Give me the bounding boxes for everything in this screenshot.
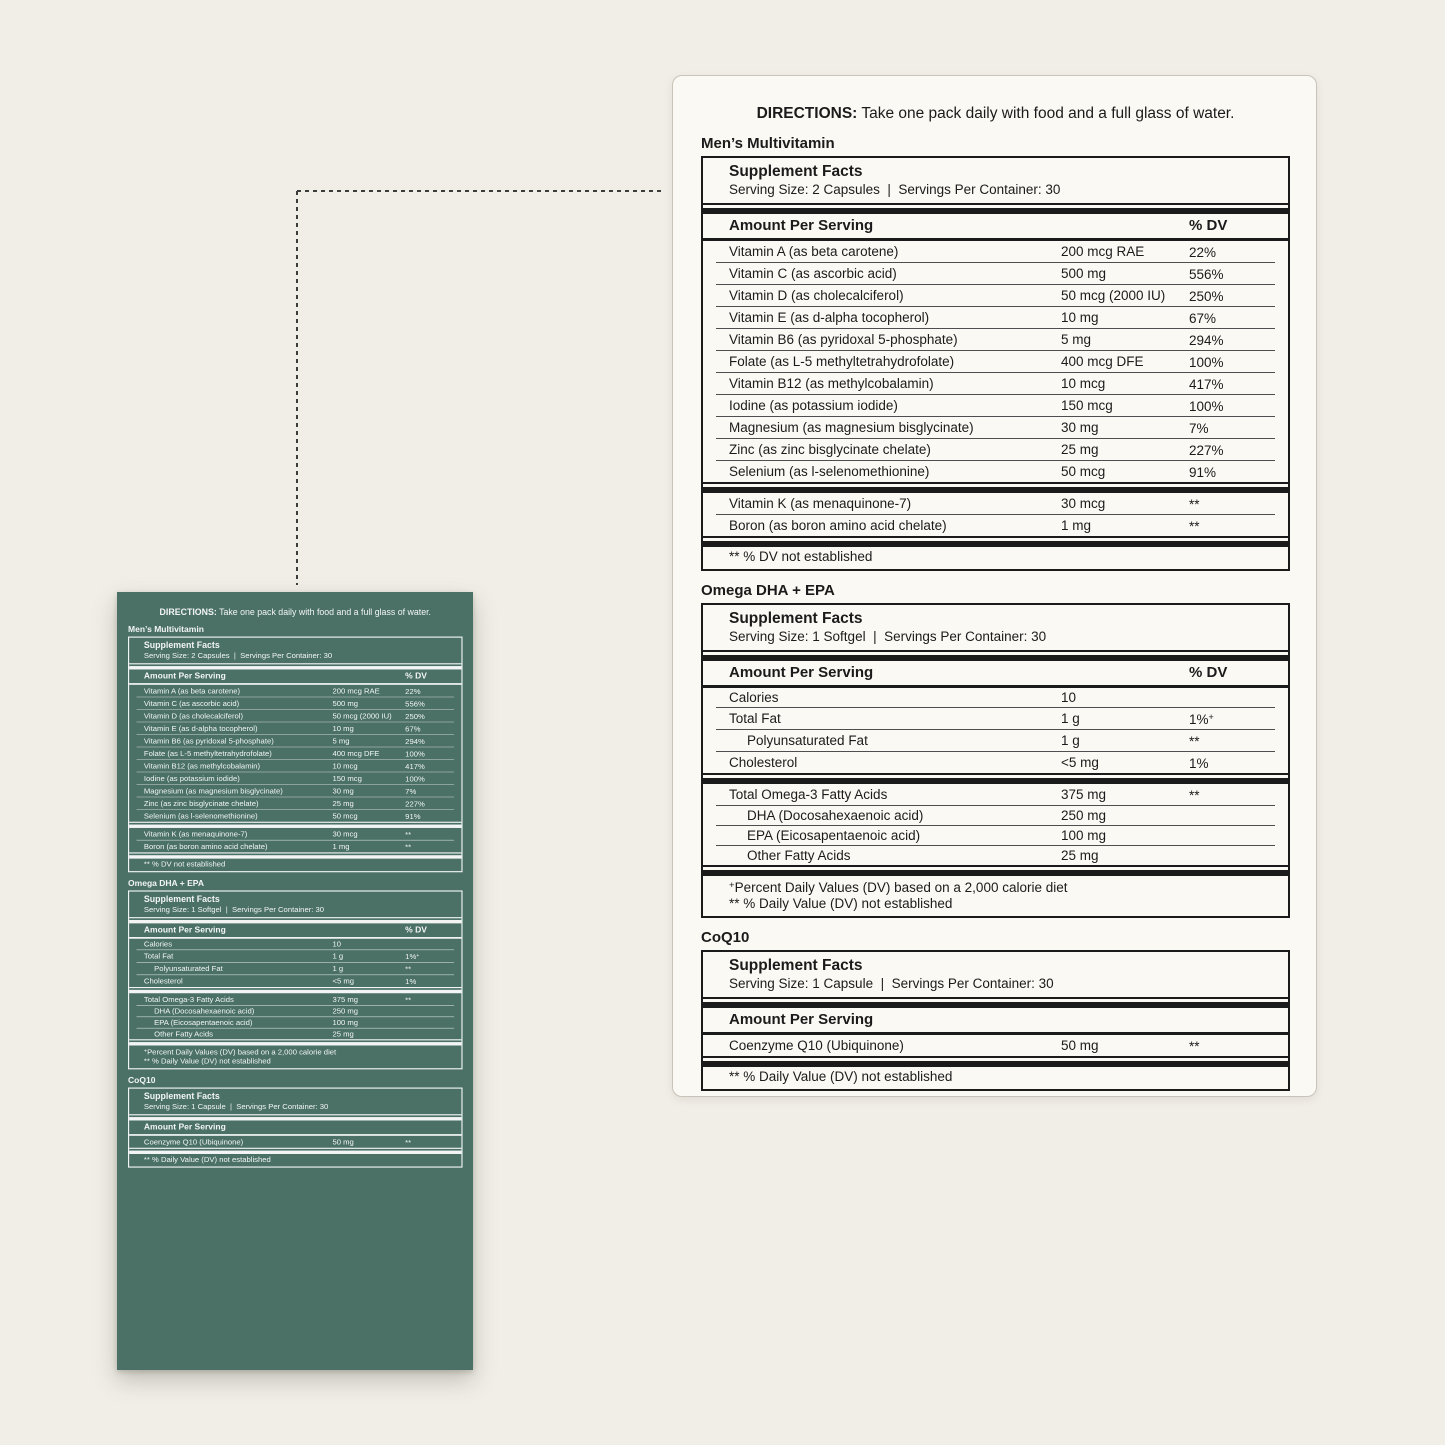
- facts-heading: [129, 638, 461, 664]
- divider-rule: [703, 536, 1288, 538]
- table-row: [716, 805, 1275, 825]
- facts-heading: [129, 892, 461, 918]
- nutrient-dv: 417%: [405, 762, 425, 771]
- table-row: [137, 797, 455, 809]
- nutrient-amount: 1 g: [1061, 733, 1080, 748]
- serving-size-line: Serving Size: 1 Capsule | Servings Per Container: 30: [143, 1102, 329, 1111]
- nutrient-name: DHA (Docosahexaenoic acid): [747, 808, 924, 823]
- footnote: ** % Daily Value (DV) not established: [729, 896, 953, 911]
- nutrient-amount: 25 mg: [332, 1029, 354, 1039]
- connector-line-vertical: [296, 191, 298, 585]
- nutrient-amount: 200 mcg RAE: [1061, 244, 1145, 259]
- nutrient-dv: 100%: [1189, 399, 1224, 414]
- footnotes: [129, 859, 461, 871]
- section-title: Omega DHA + EPA: [128, 878, 204, 889]
- nutrient-dv: 250%: [1189, 289, 1224, 304]
- footnote: ** % Daily Value (DV) not established: [729, 1069, 953, 1084]
- table-row: [716, 729, 1275, 751]
- divider-rule: [703, 997, 1288, 999]
- nutrient-name: Vitamin C (as ascorbic acid): [729, 266, 897, 281]
- nutrient-name: Total Omega-3 Fatty Acids: [143, 994, 234, 1004]
- nutrient-dv: **: [405, 830, 412, 839]
- nutrient-amount: 200 mcg RAE: [332, 686, 380, 696]
- nutrient-group: [703, 784, 1288, 865]
- nutrient-group: [703, 493, 1288, 536]
- section-title: Men’s Multivitamin: [128, 624, 204, 635]
- table-row: [137, 974, 455, 986]
- footnote: ** % Daily Value (DV) not established: [143, 1056, 271, 1066]
- supplement-facts-table: [701, 156, 1290, 571]
- table-row: [137, 709, 455, 721]
- nutrient-amount: 25 mg: [1061, 848, 1099, 863]
- product-label-mockup: [117, 592, 473, 1370]
- nutrient-amount: 500 mg: [1061, 266, 1107, 281]
- mini-label-sheet: [128, 605, 464, 1165]
- nutrient-name: Vitamin D (as cholecalciferol): [729, 288, 904, 303]
- table-row: [716, 306, 1275, 328]
- amount-header: Amount Per Serving: [729, 217, 874, 234]
- footnotes: [703, 547, 1288, 569]
- divider-rule: [129, 1114, 461, 1115]
- nutrient-amount: 50 mg: [1061, 1038, 1099, 1053]
- nutrient-amount: <5 mg: [332, 976, 355, 986]
- nutrient-name: Vitamin K (as menaquinone-7): [143, 829, 248, 839]
- table-row: [137, 697, 455, 709]
- section-title: CoQ10: [701, 929, 750, 946]
- nutrient-group: [703, 241, 1288, 482]
- nutrient-name: Folate (as L-5 methyltetrahydrofolate): [143, 749, 272, 758]
- nutrient-dv: 1%: [1189, 756, 1209, 771]
- facts-heading: [703, 952, 1288, 997]
- nutrient-dv: 1%+: [1189, 712, 1214, 727]
- nutrient-group: [129, 939, 461, 987]
- nutrient-name: Vitamin B12 (as methylcobalamin): [729, 376, 934, 391]
- serving-size-line: Serving Size: 1 Softgel | Servings Per Container: 30: [143, 905, 325, 914]
- nutrient-name: Vitamin E (as d-alpha tocopherol): [729, 310, 930, 325]
- amount-header: Amount Per Serving: [143, 1122, 226, 1132]
- facts-title: Supplement Facts: [729, 957, 863, 974]
- column-header-row: [129, 923, 461, 937]
- table-row: [716, 284, 1275, 306]
- nutrient-dv: 22%: [1189, 245, 1217, 260]
- nutrient-dv: 556%: [1189, 267, 1224, 282]
- facts-title: Supplement Facts: [729, 610, 863, 627]
- table-row: [716, 394, 1275, 416]
- table-row: [137, 759, 455, 771]
- nutrient-dv: **: [1189, 519, 1200, 534]
- nutrient-name: Magnesium (as magnesium bisglycinate): [143, 786, 283, 796]
- divider-rule: [129, 822, 461, 823]
- table-row: [137, 772, 455, 784]
- serving-size-line: Serving Size: 2 Capsules | Servings Per Container: 30: [729, 182, 1061, 197]
- column-header-row: [703, 661, 1288, 685]
- nutrient-name: Total Omega-3 Fatty Acids: [729, 787, 888, 802]
- divider-rule: [129, 852, 461, 853]
- nutrient-amount: 150 mcg: [332, 773, 362, 783]
- nutrient-group: [129, 1136, 461, 1148]
- nutrient-name: Zinc (as zinc bisglycinate chelate): [729, 442, 931, 457]
- nutrient-amount: 30 mg: [332, 786, 354, 796]
- table-row: [137, 722, 455, 734]
- table-row: [716, 1035, 1275, 1056]
- divider-rule: [129, 663, 461, 664]
- footnote: ** % DV not established: [729, 549, 873, 564]
- amount-header: Amount Per Serving: [729, 664, 874, 681]
- nutrient-dv: 100%: [405, 774, 425, 784]
- amount-header: Amount Per Serving: [143, 671, 226, 681]
- facts-heading: [703, 158, 1288, 203]
- nutrient-name: Calories: [729, 690, 779, 705]
- nutrient-dv: **: [405, 1138, 412, 1147]
- nutrient-name: Selenium (as l-selenomethionine): [729, 464, 930, 479]
- divider-rule: [703, 203, 1288, 205]
- nutrient-name: Calories: [143, 939, 173, 949]
- divider-rule: [129, 987, 461, 988]
- table-row: [716, 825, 1275, 845]
- facts-heading: [703, 605, 1288, 650]
- nutrient-dv: 227%: [1189, 443, 1224, 458]
- footnote: ** % DV not established: [143, 859, 226, 869]
- supplement-facts-table: [128, 890, 463, 1069]
- footnotes: [129, 1045, 461, 1068]
- table-row: [137, 809, 455, 821]
- table-row: [716, 350, 1275, 372]
- nutrient-amount: 10: [1061, 690, 1077, 705]
- section-mens-multivitamin: [128, 625, 463, 873]
- divider-rule: [703, 650, 1288, 652]
- nutrient-name: Folate (as L-5 methyltetrahydrofolate): [729, 354, 955, 369]
- nutrient-dv: 1%: [405, 977, 417, 986]
- nutrient-dv: **: [1189, 497, 1200, 512]
- nutrient-group: [703, 1035, 1288, 1056]
- nutrient-amount: <5 mg: [1061, 755, 1099, 770]
- amount-header: Amount Per Serving: [729, 1011, 874, 1028]
- facts-title: Supplement Facts: [143, 894, 220, 905]
- table-row: [716, 688, 1275, 707]
- column-header-row: [703, 1008, 1288, 1032]
- nutrient-name: Iodine (as potassium iodide): [729, 398, 898, 413]
- table-row: [137, 962, 455, 974]
- nutrient-dv: 7%: [1189, 421, 1209, 436]
- nutrient-name: Vitamin B6 (as pyridoxal 5-phosphate): [143, 736, 274, 746]
- footnotes: [703, 1067, 1288, 1089]
- table-row: [137, 747, 455, 759]
- section-omega-dha-epa: [128, 879, 463, 1070]
- nutrient-dv: **: [1189, 788, 1200, 803]
- nutrient-dv: **: [1189, 1039, 1200, 1054]
- serving-size-line: Serving Size: 1 Softgel | Servings Per Container: 30: [729, 629, 1047, 644]
- nutrient-dv: **: [405, 995, 412, 1005]
- nutrient-amount: 1 mg: [332, 842, 350, 851]
- directions-label: DIRECTIONS:: [159, 607, 217, 618]
- nutrient-amount: 5 mg: [1061, 332, 1092, 347]
- table-row: [716, 493, 1275, 514]
- table-row: [716, 328, 1275, 350]
- table-row: [716, 416, 1275, 438]
- nutrient-amount: 1 g: [332, 964, 344, 973]
- nutrient-name: Boron (as boron amino acid chelate): [729, 518, 947, 533]
- nutrient-dv: 7%: [405, 787, 417, 796]
- nutrient-dv: 294%: [1189, 333, 1224, 348]
- nutrient-amount: 100 mg: [332, 1018, 359, 1027]
- nutrient-amount: 100 mg: [1061, 828, 1107, 843]
- nutrient-amount: 10 mg: [332, 724, 354, 733]
- amount-header: Amount Per Serving: [143, 925, 226, 935]
- footnotes: [129, 1154, 461, 1166]
- nutrient-name: Vitamin C (as ascorbic acid): [143, 699, 240, 708]
- nutrient-name: Selenium (as l-selenomethionine): [143, 811, 258, 820]
- label-detail-panel: [672, 75, 1317, 1097]
- nutrient-name: Coenzyme Q10 (Ubiquinone): [729, 1038, 904, 1053]
- nutrient-amount: 50 mg: [332, 1137, 354, 1147]
- divider-rule: [129, 1039, 461, 1040]
- divider-rule: [129, 1148, 461, 1149]
- nutrient-name: Magnesium (as magnesium bisglycinate): [729, 420, 974, 435]
- nutrient-amount: 1 g: [332, 951, 344, 961]
- nutrient-amount: 150 mcg: [1061, 398, 1113, 413]
- directions-text: [701, 104, 1290, 123]
- divider-rule: [703, 865, 1288, 867]
- nutrient-amount: 400 mcg DFE: [332, 749, 380, 758]
- table-row: [137, 1136, 455, 1148]
- directions-label: DIRECTIONS:: [756, 105, 858, 122]
- nutrient-name: Total Fat: [143, 951, 174, 961]
- connector-line-horizontal: [297, 190, 662, 192]
- table-row: [137, 939, 455, 950]
- serving-size-line: Serving Size: 1 Capsule | Servings Per Container: 30: [729, 976, 1054, 991]
- nutrient-dv: 22%: [405, 687, 421, 696]
- facts-title: Supplement Facts: [143, 1091, 220, 1102]
- table-row: [137, 993, 455, 1005]
- serving-size-line: Serving Size: 2 Capsules | Servings Per Container: 30: [143, 651, 333, 660]
- nutrient-amount: 25 mg: [1061, 442, 1099, 457]
- nutrient-name: Zinc (as zinc bisglycinate chelate): [143, 798, 259, 808]
- table-row: [716, 707, 1275, 729]
- directions-text: [128, 607, 463, 618]
- nutrient-name: Vitamin B6 (as pyridoxal 5-phosphate): [729, 332, 958, 347]
- table-row: [137, 784, 455, 796]
- nutrient-amount: 30 mcg: [1061, 496, 1106, 511]
- nutrient-name: Vitamin A (as beta carotene): [143, 686, 241, 696]
- supplement-facts-table: [701, 950, 1290, 1091]
- nutrient-name: Cholesterol: [729, 755, 798, 770]
- nutrient-name: Vitamin K (as menaquinone-7): [729, 496, 912, 511]
- table-row: [137, 950, 455, 962]
- nutrient-amount: 5 mg: [332, 736, 350, 746]
- table-row: [137, 1028, 455, 1039]
- nutrient-group: [129, 828, 461, 852]
- column-header-row: [129, 669, 461, 683]
- section-omega-dha-epa: [701, 582, 1290, 918]
- nutrient-name: Coenzyme Q10 (Ubiquinone): [143, 1137, 244, 1147]
- divider-rule: [703, 1056, 1288, 1058]
- nutrient-dv: 91%: [405, 812, 421, 821]
- footnotes: [703, 876, 1288, 916]
- table-row: [716, 751, 1275, 773]
- nutrient-dv: 91%: [1189, 465, 1217, 480]
- nutrient-dv: 67%: [405, 724, 421, 734]
- nutrient-amount: 50 mcg: [1061, 464, 1106, 479]
- facts-heading: [129, 1089, 461, 1115]
- nutrient-dv: 100%: [1189, 355, 1224, 370]
- nutrient-amount: 50 mcg (2000 IU): [1061, 288, 1166, 303]
- table-row: [716, 784, 1275, 805]
- nutrient-dv: 250%: [405, 712, 425, 721]
- section-coq10: [128, 1076, 463, 1168]
- nutrient-dv: 417%: [1189, 377, 1224, 392]
- table-row: [716, 845, 1275, 865]
- table-row: [716, 514, 1275, 536]
- table-row: [137, 734, 455, 746]
- nutrient-amount: 10 mcg: [332, 761, 358, 771]
- nutrient-name: Cholesterol: [143, 976, 183, 986]
- nutrient-name: Polyunsaturated Fat: [154, 964, 223, 973]
- directions-body: Take one pack daily with food and a full glass of water.: [216, 607, 431, 618]
- supplement-facts-table: [128, 637, 463, 873]
- facts-title: Supplement Facts: [143, 640, 220, 651]
- nutrient-group: [129, 685, 461, 822]
- nutrient-name: Polyunsaturated Fat: [747, 733, 868, 748]
- dv-header: % DV: [1189, 664, 1228, 681]
- nutrient-name: EPA (Eicosapentaenoic acid): [154, 1018, 253, 1027]
- nutrient-amount: 1 mg: [1061, 518, 1092, 533]
- column-header-row: [703, 214, 1288, 238]
- table-row: [716, 241, 1275, 262]
- nutrient-name: Vitamin B12 (as methylcobalamin): [143, 761, 261, 771]
- dv-header: % DV: [405, 671, 427, 681]
- nutrient-dv: **: [1189, 734, 1200, 749]
- nutrient-dv: 227%: [405, 799, 425, 809]
- nutrient-name: Vitamin A (as beta carotene): [729, 244, 899, 259]
- footnote: +Percent Daily Values (DV) based on a 2,000 calorie diet: [143, 1047, 337, 1057]
- section-title: Men’s Multivitamin: [701, 135, 835, 152]
- nutrient-amount: 500 mg: [332, 699, 359, 708]
- nutrient-amount: 30 mg: [1061, 420, 1099, 435]
- section-mens-multivitamin: [701, 135, 1290, 571]
- nutrient-amount: 1 g: [1061, 711, 1080, 726]
- nutrient-name: Total Fat: [729, 711, 781, 726]
- nutrient-name: Vitamin D (as cholecalciferol): [143, 711, 244, 721]
- nutrient-amount: 400 mcg DFE: [1061, 354, 1144, 369]
- nutrient-dv: **: [405, 842, 412, 852]
- divider-rule: [703, 773, 1288, 775]
- section-coq10: [701, 929, 1290, 1091]
- divider-rule: [703, 482, 1288, 484]
- nutrient-group: [129, 993, 461, 1039]
- supplement-facts-table: [128, 1088, 463, 1168]
- nutrient-amount: 375 mg: [1061, 787, 1107, 802]
- nutrient-name: EPA (Eicosapentaenoic acid): [747, 828, 921, 843]
- dv-header: % DV: [1189, 217, 1228, 234]
- nutrient-name: Boron (as boron amino acid chelate): [143, 842, 268, 851]
- nutrient-dv: 100%: [405, 749, 425, 759]
- nutrient-name: DHA (Docosahexaenoic acid): [154, 1006, 255, 1016]
- table-row: [716, 372, 1275, 394]
- nutrient-name: Vitamin E (as d-alpha tocopherol): [143, 724, 258, 733]
- nutrient-amount: 50 mcg (2000 IU): [332, 711, 392, 721]
- nutrient-dv: **: [405, 964, 412, 974]
- footnote: +Percent Daily Values (DV) based on a 2,000 calorie diet: [729, 880, 1068, 895]
- column-header-row: [129, 1120, 461, 1134]
- nutrient-amount: 25 mg: [332, 798, 354, 808]
- nutrient-amount: 250 mg: [332, 1006, 359, 1016]
- nutrient-amount: 10: [332, 939, 342, 949]
- footnote: ** % Daily Value (DV) not established: [143, 1155, 271, 1164]
- nutrient-amount: 10 mcg: [1061, 376, 1106, 391]
- nutrient-dv: 67%: [1189, 311, 1217, 326]
- section-title: CoQ10: [128, 1075, 156, 1086]
- nutrient-dv: 1%+: [405, 952, 420, 961]
- nutrient-amount: 375 mg: [332, 994, 359, 1004]
- nutrient-amount: 250 mg: [1061, 808, 1107, 823]
- label-sheet: [701, 104, 1290, 1091]
- supplement-facts-table: [701, 603, 1290, 918]
- table-row: [137, 828, 455, 840]
- label-sheet: [128, 607, 463, 1168]
- table-row: [137, 1017, 455, 1028]
- nutrient-amount: 50 mcg: [332, 811, 358, 820]
- nutrient-name: Iodine (as potassium iodide): [143, 773, 240, 783]
- table-row: [716, 262, 1275, 284]
- directions-body: Take one pack daily with food and a full glass of water.: [857, 105, 1235, 122]
- nutrient-name: Other Fatty Acids: [747, 848, 851, 863]
- table-row: [137, 685, 455, 697]
- nutrient-dv: 294%: [405, 737, 425, 746]
- table-row: [716, 460, 1275, 482]
- nutrient-group: [703, 688, 1288, 773]
- table-row: [716, 438, 1275, 460]
- nutrient-dv: 556%: [405, 699, 425, 709]
- dv-header: % DV: [405, 925, 427, 935]
- divider-rule: [129, 917, 461, 918]
- nutrient-name: Other Fatty Acids: [154, 1029, 213, 1039]
- facts-title: Supplement Facts: [729, 163, 863, 180]
- nutrient-amount: 30 mcg: [332, 829, 358, 839]
- table-row: [137, 1005, 455, 1016]
- section-title: Omega DHA + EPA: [701, 582, 835, 599]
- table-row: [137, 840, 455, 852]
- nutrient-amount: 10 mg: [1061, 310, 1099, 325]
